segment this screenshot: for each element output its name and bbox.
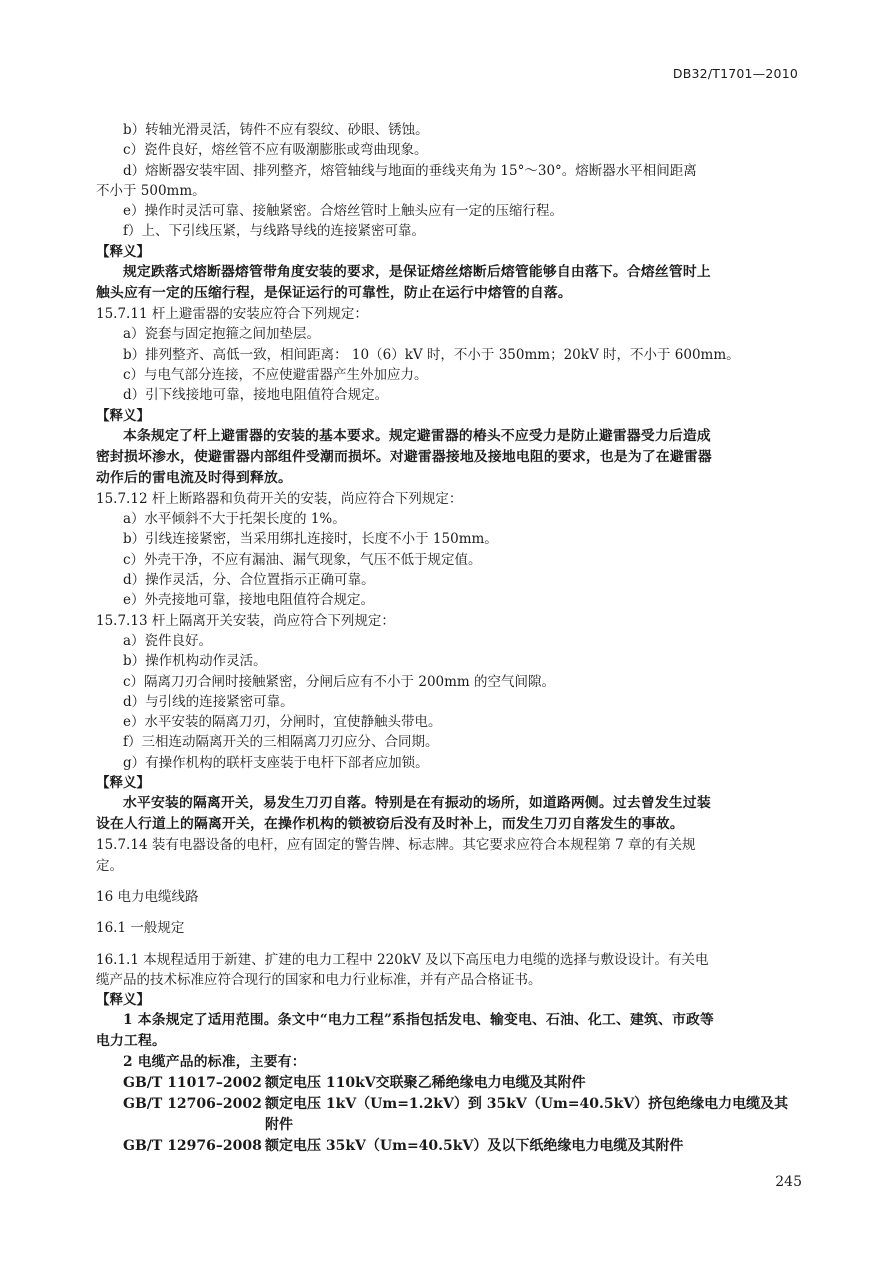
standard-name: 额定电压 110kV交联聚乙稀绝缘电力电缆及其附件: [265, 1075, 586, 1092]
spacer: [96, 876, 798, 887]
spacer: [96, 939, 798, 950]
list-item: g）有操作机构的联杆支座装于电杆下部者应加锁。: [123, 754, 429, 771]
list-item: c）与电气部分连接，不应使避雷器产生外加应力。: [123, 366, 428, 383]
text-line: 定。: [96, 857, 123, 874]
section-heading: 【释义】: [96, 243, 150, 260]
explanation-line: 电力工程。: [96, 1033, 166, 1050]
document-code: DB32/T1701—2010: [672, 66, 798, 81]
list-item: f）上、下引线压紧，与线路导线的连接紧密可靠。: [123, 223, 425, 240]
list-item: a）瓷套与固定抱箍之间加垫层。: [123, 326, 321, 343]
explanation-line: 水平安装的隔离开关，易发生刀刃自落。特别是在有振动的场所，如道路两侧。过去曾发生过装: [123, 795, 711, 812]
explanation-line: 密封损坏渗水，使避雷器内部组件受潮而损坏。对避雷器接地及接地电阻的要求，也是为了在避雷器: [96, 448, 712, 465]
list-item: d）操作灵活，分、合位置指示正确可靠。: [123, 572, 375, 589]
list-item: d）熔断器安装牢固、排列整齐，熔管轴线与地面的垂线夹角为 15°～30°。熔断器水平相间距离: [123, 162, 697, 179]
text-line: 16 电力电缆线路: [96, 888, 199, 905]
explanation-line: 本条规定了杆上避雷器的安装的基本要求。规定避雷器的椿头不应受力是防止避雷器受力后造成: [123, 427, 711, 444]
list-item: e）水平安装的隔离刀刃，分闸时，宜使静触头带电。: [123, 714, 442, 731]
list-item: c）外壳干净，不应有漏油、漏气现象，气压不低于规定值。: [123, 551, 482, 568]
text-line: 16.1.1 本规程适用于新建、扩建的电力工程中 220kV 及以下高压电力电缆的选择与敷设设计。有关电: [96, 951, 709, 968]
list-item: c）瓷件良好，熔丝管不应有吸潮膨胀或弯曲现象。: [123, 142, 428, 159]
list-item: f）三相连动隔离开关的三相隔离刀刃应分、合同期。: [123, 734, 439, 751]
explanation-line: 动作后的雷电流及时得到释放。: [96, 469, 292, 486]
text-line: 不小于 500mm。: [96, 182, 206, 199]
explanation-line: 2 电缆产品的标准，主要有：: [123, 1054, 306, 1071]
text-line: 15.7.11 杆上避雷器的安装应符合下列规定：: [96, 306, 368, 323]
standard-code: GB/T 12976–2008: [123, 1138, 262, 1155]
text-line: 15.7.12 杆上断路器和负荷开关的安装，尚应符合下列规定：: [96, 490, 463, 507]
list-item: e）操作时灵活可靠、接触紧密。合熔丝管时上触头应有一定的压缩行程。: [123, 203, 563, 220]
list-item: d）与引线的连接紧密可靠。: [123, 693, 294, 710]
list-item: b）引线连接紧密，当采用绑扎连接时，长度不小于 150mm。: [123, 531, 498, 548]
list-item: b）操作机构动作灵活。: [123, 653, 267, 670]
standard-item: [96, 1073, 798, 1094]
list-item: d）引下线接地可靠，接地电阻值符合规定。: [123, 387, 389, 404]
standard-code: GB/T 11017–2002: [123, 1075, 262, 1092]
explanation-line: 规定跌落式熔断器熔管带角度安装的要求，是保证熔丝熔断后熔管能够自由落下。合熔丝管时上: [123, 264, 711, 281]
section-heading: 【释义】: [96, 992, 150, 1009]
list-item: c）隔离刀刃合闸时接触紧密，分闸后应有不小于 200mm 的空气间隙。: [123, 673, 556, 690]
text-line: 缆产品的技术标准应符合现行的国家和电力行业标准，并有产品合格证书。: [96, 971, 542, 988]
standard-name: 额定电压 35kV（Um=40.5kV）及以下纸绝缘电力电缆及其附件: [265, 1138, 684, 1155]
list-item: e）外壳接地可靠，接地电阻值符合规定。: [123, 592, 374, 609]
standard-item: [96, 1094, 798, 1136]
section-heading: 【释义】: [96, 775, 150, 792]
explanation-line: 1 本条规定了适用范围。条文中“电力工程”系指包括发电、输变电、石油、化工、建筑、市政等: [123, 1012, 714, 1029]
standard-item: [96, 1136, 798, 1157]
explanation-line: 设在人行道上的隔离开关，在操作机构的锁被窃后没有及时补上，而发生刀刃自落发生的事故。: [96, 816, 684, 833]
list-item: b）排列整齐、高低一致，相间距离： 10（6）kV 时，不小于 350mm；20kV 时，不小于 600mm。: [123, 346, 740, 363]
list-item: a）瓷件良好。: [123, 632, 213, 649]
text-line: 16.1 一般规定: [96, 920, 185, 937]
explanation-line: 触头应有一定的压缩行程，是保证运行的可靠性，防止在运行中熔管的自落。: [96, 285, 572, 302]
standard-code: GB/T 12706–2002: [123, 1096, 262, 1113]
text-line: 15.7.13 杆上隔离开关安装，尚应符合下列规定：: [96, 612, 395, 629]
list-item: b）转轴光滑灵活，铸件不应有裂纹、砂眼、锈蚀。: [123, 122, 429, 138]
text-line: 15.7.14 装有电器设备的电杆，应有固定的警告牌、标志牌。其它要求应符合本规程第 7 章的有关规: [96, 837, 696, 854]
document-body: [96, 120, 798, 1157]
section-heading: 【释义】: [96, 407, 150, 424]
page-number: 245: [775, 1174, 802, 1190]
standard-name: 额定电压 1kV（Um=1.2kV）到 35kV（Um=40.5kV）挤包绝缘电力电缆及其附件: [265, 1096, 789, 1134]
spacer: [96, 907, 798, 918]
list-item: a）水平倾斜不大于托架长度的 1%。: [123, 511, 346, 528]
